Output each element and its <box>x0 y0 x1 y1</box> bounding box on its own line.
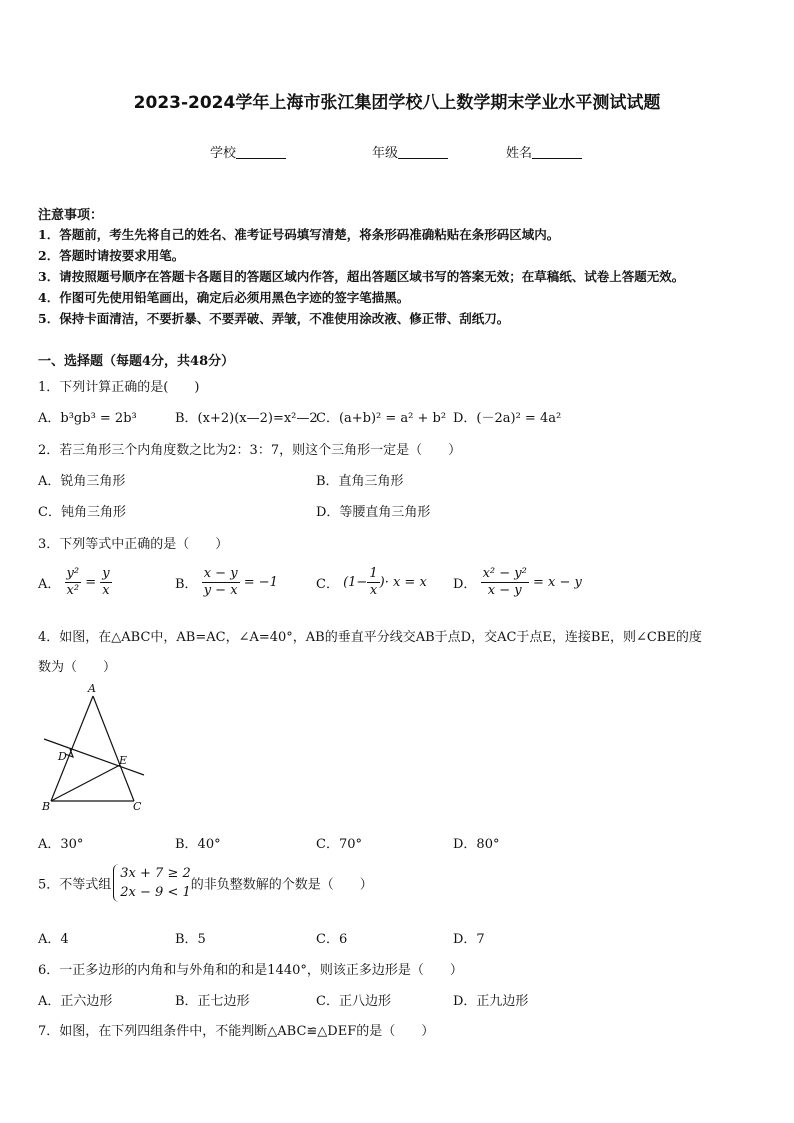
q5-option-c: C．6 <box>316 932 348 947</box>
note-item: 1．答题前，考生先将自己的姓名、准考证号码填写清楚，将条形码准确粘贴在条形码区域内。 <box>38 227 560 242</box>
q4-option-a: A．30° <box>38 837 84 852</box>
q4-option-c: C．70° <box>316 837 362 852</box>
grade-blank <box>398 146 448 159</box>
note-item: 3．请按照题号顺序在答题卡各题目的答题区域内作答，超出答题区域书写的答案无效；在草稿纸、试卷上答题无效。 <box>38 269 685 284</box>
q6-option-d: D．正九边形 <box>453 994 529 1009</box>
name-field <box>506 142 582 161</box>
q1-option-b: B．(x+2)(x—2)=x²—2 <box>175 411 318 426</box>
q3-option-a: A． $\frac{\text{y²}}{\text{x²}}$ = $\frac{y}{x}$ <box>38 566 110 598</box>
label-d: D <box>58 750 67 763</box>
q3-option-c: C． (1− $\frac{1}{x}$ )· x = x <box>316 566 427 598</box>
q2-option-b: B．直角三角形 <box>316 474 404 489</box>
page-title: 2023-2024学年上海市张江集团学校八上数学期末学业水平测试试题 <box>133 93 661 113</box>
q4-option-b: B．40° <box>175 837 221 852</box>
q3-option-d: D． $\frac{\text{x² − y²}}{x - y}$ = x − y <box>453 566 582 598</box>
grade-field <box>372 142 448 161</box>
q5-option-b: B．5 <box>175 932 206 947</box>
q4-stem: 4．如图，在△ABC中，AB=AC，∠A=40°，AB的垂直平分线交AB于点D，交AC于点E，连接BE，则∠CBE的度 <box>38 630 702 645</box>
side-ac <box>93 696 134 801</box>
inequality-system: 3x + 7 ≥ 2 2x − 9 < 1 <box>113 864 190 902</box>
q1-option-d: D．(－2a)² = 4a² <box>453 411 562 426</box>
section-heading: 一、选择题（每题4分，共48分） <box>38 354 235 369</box>
note-item: 4．作图可先使用铅笔画出，确定后必须用黑色字迹的签字笔描黑。 <box>38 290 410 305</box>
q5-option-a: A．4 <box>38 932 69 947</box>
triangle-figure <box>36 680 156 815</box>
label-a: A <box>88 682 96 695</box>
label-b: B <box>42 800 51 813</box>
q6-option-c: C．正八边形 <box>316 994 391 1009</box>
note-item: 5．保持卡面清洁，不要折暴、不要弄破、弄皱，不准使用涂改液、修正带、刮纸刀。 <box>38 311 510 326</box>
grade-label: 年级 <box>372 146 399 161</box>
notes-title: 注意事项： <box>38 208 104 223</box>
q5-option-d: D．7 <box>453 932 485 947</box>
q6-option-b: B．正七边形 <box>175 994 250 1009</box>
q1-stem: 1．下列计算正确的是( ) <box>38 380 200 395</box>
q4-option-d: D．80° <box>453 837 500 852</box>
note-item: 2．答题时请按要求用笔。 <box>38 248 185 263</box>
q6-stem: 6．一正多边形的内角和与外角和的和是1440°，则该正多边形是（ ） <box>38 963 463 978</box>
school-field <box>210 142 286 161</box>
q1-option-c: C．(a+b)² = a² + b² <box>316 411 447 426</box>
q2-option-a: A．锐角三角形 <box>38 474 126 489</box>
q5-stem: 5．不等式组 3x + 7 ≥ 2 2x − 9 < 1 的非负整数解的个数是（ ） <box>38 866 373 900</box>
q2-option-c: C．钝角三角形 <box>38 505 126 520</box>
label-c: C <box>133 800 142 813</box>
q7-stem: 7．如图，在下列四组条件中，不能判断△ABC≌△DEF的是（ ） <box>38 1024 435 1039</box>
q2-option-d: D．等腰直角三角形 <box>316 505 431 520</box>
q2-stem: 2．若三角形三个内角度数之比为2：3：7，则这个三角形一定是（ ） <box>38 443 462 458</box>
segment-be <box>51 765 120 801</box>
q3-option-b: B． $\frac{x - y}{y - x}$ = −1 <box>175 566 278 598</box>
q1-option-a: A．b³gb³ = 2b³ <box>38 411 137 426</box>
school-blank <box>236 146 286 159</box>
q4-stem-cont: 数为（ ） <box>38 660 117 675</box>
q6-option-a: A．正六边形 <box>38 994 113 1009</box>
label-e: E <box>119 754 128 767</box>
name-blank <box>532 146 582 159</box>
school-label: 学校 <box>210 146 237 161</box>
q3-stem: 3．下列等式中正确的是（ ） <box>38 537 229 552</box>
name-label: 姓名 <box>506 146 533 161</box>
